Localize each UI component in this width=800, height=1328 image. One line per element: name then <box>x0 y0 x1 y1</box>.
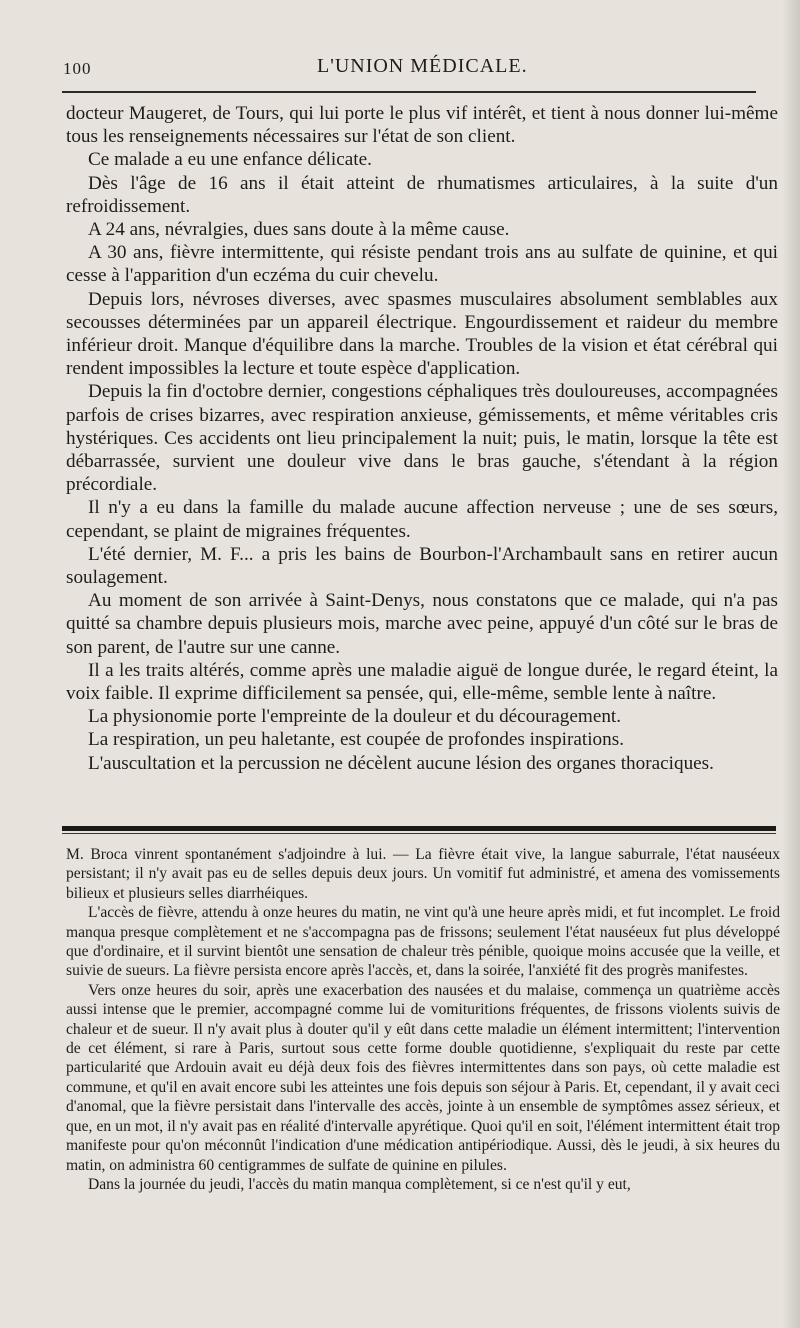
main-paragraph: L'été dernier, M. F... a pris les bains de Bourbon-l'Archambault sans en retirer aucun soulagement. <box>66 543 778 589</box>
feuilleton-paragraph: Vers onze heures du soir, après une exacerbation des nausées et du malaise, commença un quatrième accès aussi intense que le premier, accompagné comme lui de vomituritions fréquentes, de frissons violents suivis de chaleur et de sueur. Il n'y avait plus à douter qu'il y eût dans cette maladie un élément intermittent; l'intervention de cet élément, si rare à Paris, surtout sous cette forme double quotidienne, s'expliquait du reste par cette particularité que Ardouin avait eu déjà deux fois des fièvres intermittentes dans son pays, où cette maladie est commune, et qu'il en avait encore subi les atteintes une fois depuis son séjour à Paris. Et, cependant, il y avait ceci d'anomal, que la fièvre persistait dans l'intervalle des accès, jointe à un ensemble de symptômes assez sérieux, et que, en un mot, il n'y avait pas en réalité d'intervalle apyrétique. Quoi qu'il en soit, l'élément intermittent était trop manifeste pour qu'on méconnût l'indication d'une médication antipériodique. Aussi, dès le jeudi, à six heures du matin, on administra 60 centigrammes de sulfate de quinine en pilules. <box>66 981 780 1174</box>
main-paragraph: Au moment de son arrivée à Saint-Denys, nous constatons que ce malade, qui n'a pas quitté sa chambre depuis plusieurs mois, marche avec peine, appuyé d'un côté sur le bras de son parent, de l'autre sur une canne. <box>66 590 778 658</box>
header-rule <box>62 91 756 93</box>
feuilleton-separator-thin <box>62 833 776 834</box>
main-paragraph: Il n'y a eu dans la famille du malade aucune affection nerveuse ; une de ses sœurs, cependant, se plaint de migraines fréquentes. <box>66 497 778 542</box>
page-number: 100 <box>63 59 92 78</box>
main-paragraph: Il a les traits altérés, comme après une maladie aiguë de longue durée, le regard éteint, la voix faible. Il exprime difficilement sa pensée, qui, elle-même, semble lente à naître. <box>66 659 778 705</box>
main-paragraph: Depuis lors, névroses diverses, avec spasmes musculaires absolument semblables aux secousses déterminées par un appareil électrique. Engourdissement et raideur du membre inférieur droit. Manque d'équilibre dans la marche. Troubles de la vision et état cérébral qui rendent impossibles la lecture et toute espèce d'application. <box>66 288 778 380</box>
main-paragraph: L'auscultation et la percussion ne décèlent aucune lésion des organes thoraciques. <box>88 752 714 774</box>
main-paragraph: Depuis la fin d'octobre dernier, congestions céphaliques très douloureuses, accompagnées parfois de crises bizarres, avec respiration anxieuse, gémissements, et même véritables cris hystériques. Ces accidents ont lieu principalement la nuit; puis, le matin, lorsque la tête est débarrassée, survient une douleur vive dans le bras gauche, s'étendant à la région précordiale. <box>66 381 778 496</box>
feuilleton-separator-thick <box>62 826 776 831</box>
main-paragraph: docteur Maugeret, de Tours, qui lui porte le plus vif intérêt, et tient à nous donner lui-même tous les renseignements nécessaires sur l'état de son client. <box>66 103 778 148</box>
page-edge-shadow <box>782 0 800 1328</box>
feuilleton-paragraph: M. Broca vinrent spontanément s'adjoindre à lui. — La fièvre était vive, la langue saburrale, l'état nauséeux persistant; il n'y avait pas eu de selles depuis deux jours. Un vomitif fut administré, et amena des vomissements bilieux et plusieurs selles diarrhéiques. <box>66 846 780 902</box>
feuilleton-paragraph: L'accès de fièvre, attendu à onze heures du matin, ne vint qu'à une heure après midi, et fut incomplet. Le froid manqua presque complètement et ne s'accompagna pas de frissons; seulement l'état nauséeux fut plus développé que d'ordinaire, et il survint bientôt une sensation de chaleur très pénible, quoique moins accusée que la veille, et suivie de sueurs. La fièvre persista encore après l'accès, et, dans la soirée, l'anxiété fit des progrès manifestes. <box>66 904 780 980</box>
main-paragraph: Ce malade a eu une enfance délicate. <box>88 149 372 171</box>
main-paragraph: La respiration, un peu haletante, est coupée de profondes inspirations. <box>88 729 625 751</box>
main-paragraph: A 30 ans, fièvre intermittente, qui résiste pendant trois ans au sulfate de quinine, et qui cesse à l'apparition d'un eczéma du cuir chevelu. <box>66 242 778 287</box>
main-paragraph: A 24 ans, névralgies, dues sans doute à la même cause. <box>88 219 510 241</box>
main-text <box>66 102 778 775</box>
main-paragraph: La physionomie porte l'empreinte de la douleur et du découragement. <box>88 706 622 728</box>
feuilleton-paragraph: Dans la journée du jeudi, l'accès du matin manqua complètement, si ce n'est qu'il y eut, <box>88 1175 631 1193</box>
feuilleton-text <box>66 845 780 1194</box>
running-title: L'UNION MÉDICALE. <box>317 55 528 77</box>
page-header <box>60 55 760 81</box>
main-paragraph: Dès l'âge de 16 ans il était atteint de rhumatismes articulaires, à la suite d'un refroidissement. <box>66 172 778 217</box>
